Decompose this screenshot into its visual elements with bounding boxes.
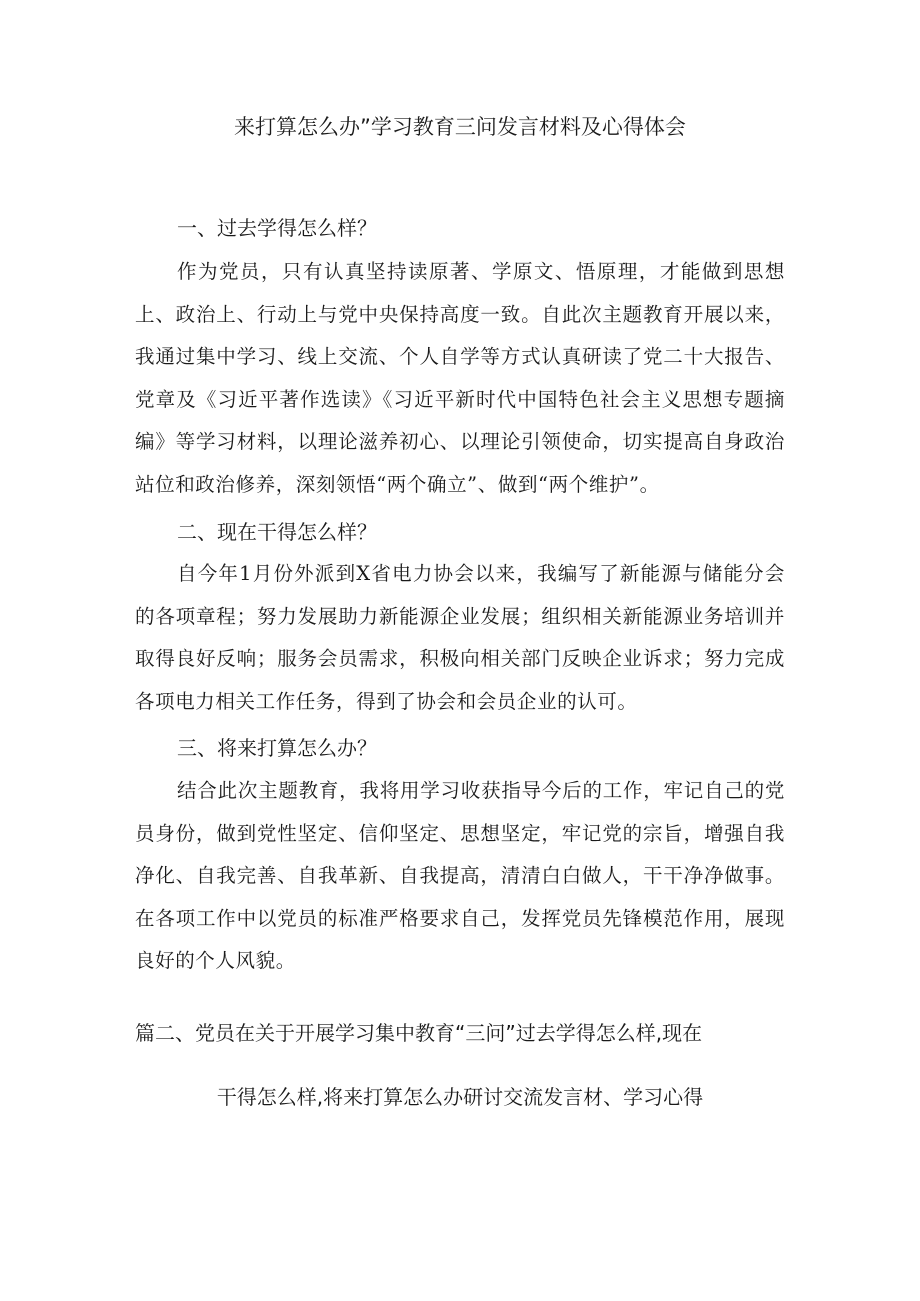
document-title: 来打算怎么办”学习教育三问发言材料及心得体会	[234, 115, 686, 139]
section-body-present: 自今年1月份外派到X省电力协会以来，我编写了新能源与储能分会的各项章程；努力发展助力新能源企业发展；组织相关新能源业务培训并取得良好反响；服务会员需求，积极向相关部门反映企业诉求；努力完成各项电力相关工作任务，得到了协会和会员企业的认可。	[135, 562, 785, 713]
section-heading-future: 三、将来打算怎么办？	[177, 736, 377, 760]
section-body-past: 作为党员，只有认真坚持读原著、学原文、悟原理，才能做到思想上、政治上、行动上与党中央保持高度一致。自此次主题教育开展以来，我通过集中学习、线上交流、个人自学等方式认真研读了党二十大报告、党章及《习近平著作选读》《习近平新时代中国特色社会主义思想专题摘编》等学习材料，以理论滋养初心、以理论引领使命，切实提高自身政治站位和政治修养，深刻领悟“两个确立”、做到“两个维护”。	[135, 260, 785, 496]
section-heading-present: 二、现在干得怎么样？	[177, 520, 377, 544]
section-heading-past: 一、过去学得怎么样？	[177, 216, 377, 240]
next-article-title-line1: 篇二、党员在关于开展学习集中教育“三问”过去学得怎么样,现在	[135, 1021, 703, 1045]
next-article-title-line2: 干得怎么样,将来打算怎么办研讨交流发言材、学习心得	[216, 1085, 704, 1109]
section-body-future: 结合此次主题教育，我将用学习收获指导今后的工作，牢记自己的党员身份，做到党性坚定、信仰坚定、思想坚定，牢记党的宗旨，增强自我净化、自我完善、自我革新、自我提高，清清白白做人，干干净净做事。在各项工作中以党员的标准严格要求自己，发挥党员先锋模范作用，展现良好的个人风貌。	[135, 779, 785, 972]
